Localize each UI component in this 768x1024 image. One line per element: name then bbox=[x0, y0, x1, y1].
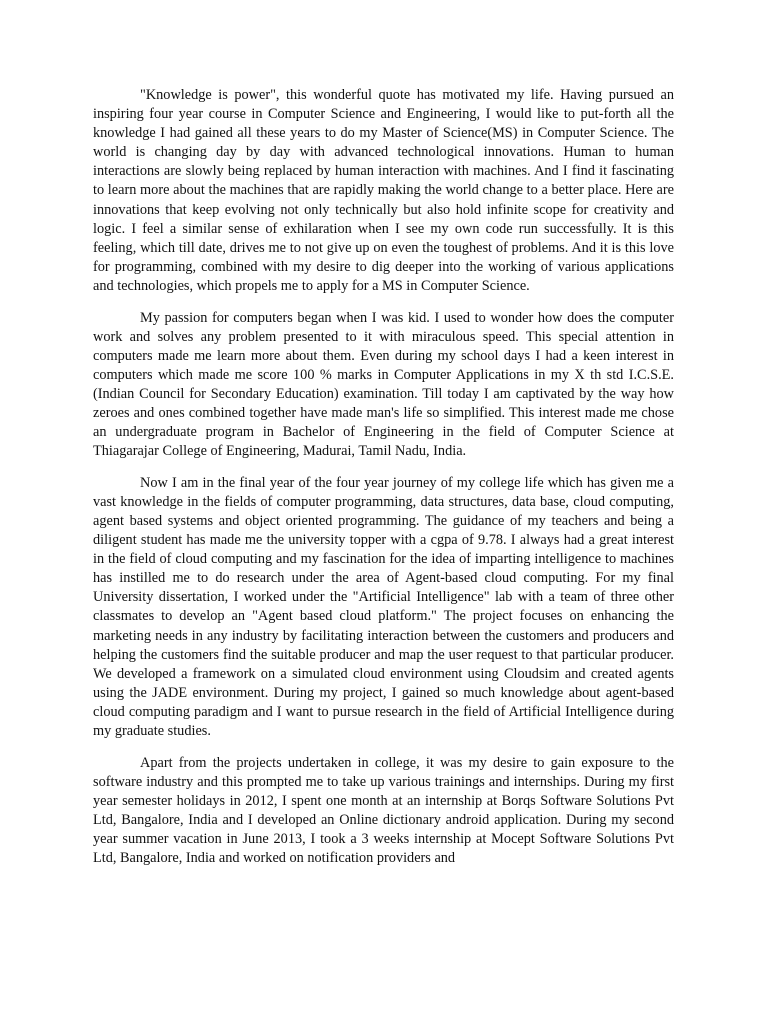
document-body bbox=[93, 86, 674, 868]
paragraph-3: Now I am in the final year of the four year journey of my college life which has given me a vast knowledge in the fields of computer programming, data structures, data base, cloud computing, agent based systems and object oriented programming. The guidance of my teachers and being a diligent student has made me the university topper with a cgpa of 9.78. I always had a great interest in the field of cloud computing and my fascination for the idea of imparting intelligence to machines has instilled me to do research under the area of Agent-based cloud computing. For my final University dissertation, I worked under the "Artificial Intelligence" lab with a team of three other classmates to develop an "Agent based cloud platform." The project focuses on enhancing the marketing needs in any industry by facilitating interaction between the customers and producers and helping the customers find the suitable producer and map the user request to that particular producer. We developed a framework on a simulated cloud environment using Cloudsim and created agents using the JADE environment. During my project, I gained so much knowledge about agent-based cloud computing paradigm and I want to pursue research in the field of Artificial Intelligence during my graduate studies. bbox=[93, 474, 674, 739]
paragraph-2: My passion for computers began when I was kid. I used to wonder how does the computer work and solves any problem presented to it with miraculous speed. This special attention in computers made me learn more about them. Even during my school days I had a keen interest in computers which made me score 100 % marks in Computer Applications in my X th std I.C.S.E. (Indian Council for Secondary Education) examination. Till today I am captivated by the way how zeroes and ones combined together have made man's life so simplified. This interest made me chose an undergraduate program in Bachelor of Engineering in the field of Computer Science at Thiagarajar College of Engineering, Madurai, Tamil Nadu, India. bbox=[93, 309, 674, 460]
paragraph-1: "Knowledge is power", this wonderful quote has motivated my life. Having pursued an inspiring four year course in Computer Science and Engineering, I would like to put-forth all the knowledge I had gained all these years to do my Master of Science(MS) in Computer Science. The world is changing day by day with advanced technological innovations. Human to human interactions are slowly being replaced by human interaction with machines. And I find it fascinating to learn more about the machines that are rapidly making the world change to a better place. Here are innovations that keep evolving not only technically but also hold infinite scope for creativity and logic. I feel a similar sense of exhilaration when I see my own code run successfully. It is this feeling, which till date, drives me to not give up on even the toughest of problems. And it is this love for programming, combined with my desire to dig deeper into the working of various applications and technologies, which propels me to apply for a MS in Computer Science. bbox=[93, 87, 674, 294]
paragraph-4: Apart from the projects undertaken in college, it was my desire to gain exposure to the software industry and this prompted me to take up various trainings and internships. During my first year semester holidays in 2012, I spent one month at an internship at Borqs Software Solutions Pvt Ltd, Bangalore, India and I developed an Online dictionary android application. During my second year summer vacation in June 2013, I took a 3 weeks internship at Mocept Software Solutions Pvt Ltd, Bangalore, India and worked on notification providers and bbox=[93, 754, 674, 867]
